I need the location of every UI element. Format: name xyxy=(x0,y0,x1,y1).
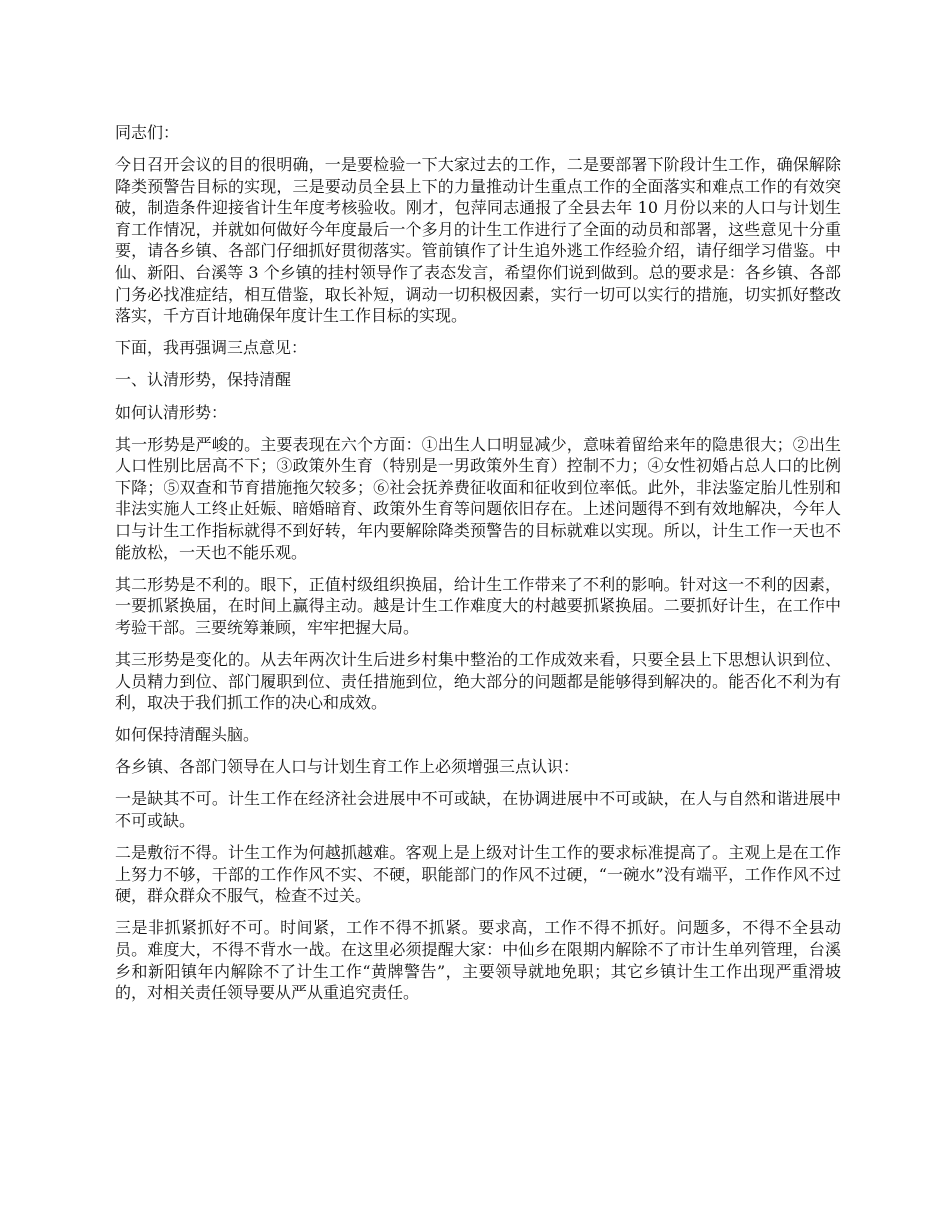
point-paragraph-1: 一是缺其不可。计生工作在经济社会进展中不可或缺，在协调进展中不可或缺，在人与自然和谐进展中不可或缺。 xyxy=(115,789,841,831)
salutation: 同志们： xyxy=(115,123,180,142)
subheading-recognize-situation: 如何认清形势： xyxy=(115,402,228,422)
situation-paragraph-3: 其三形势是变化的。从去年两次计生后进乡村集中整治的工作成效来看，只要全县上下思想认识到位、人员精力到位、部门履职到位、责任措施到位，绝大部分的问题都是能够得到解决的。能否化不利为有利，取决于我们抓工作的决心和成效。 xyxy=(115,649,841,713)
situation-paragraph-2: 其二形势是不利的。眼下，正值村级组织换届，给计生工作带来了不利的影响。针对这一不利的因素，一要抓紧换届，在时间上赢得主动。越是计生工作难度大的村越要抓紧换届。二要抓好计生，在工作中考验干部。三要统筹兼顾，牢牢把握大局。 xyxy=(115,574,841,637)
situation-paragraph-1: 其一形势是严峻的。主要表现在六个方面：①出生人口明显减少，意味着留给来年的隐患很大；②出生人口性别比居高不下；③政策外生育（特别是一男政策外生育）控制不力；④女性初婚占总人口的比例下降；⑤双查和节育措施拖欠较多；⑥社会抚养费征收面和征收到位率低。此外，非法鉴定胎儿性别和非法实施人工终止妊娠、暗婚暗育、政策外生育等问题依旧存在。上述问题得不到有效地解决，今年人口与计生工作指标就得不到好转，年内要解除降类预警告的目标就难以实现。所以，计生工作一天也不能放松，一天也不能乐观。 xyxy=(115,434,841,562)
point-paragraph-2: 二是敷衍不得。计生工作为何越抓越难。客观上是上级对计生工作的要求标准提高了。主观上是在工作上努力不够，干部的工作作风不实、不硬，职能部门的作风不过硬，“一碗水”没有端平，工作作风不过硬，群众群众不服气，检查不过关。 xyxy=(115,843,841,906)
transition-paragraph: 下面，我再强调三点意见： xyxy=(115,338,308,358)
section-heading-1: 一、认清形势，保持清醒 xyxy=(115,370,292,390)
point-paragraph-3: 三是非抓紧抓好不可。时间紧，工作不得不抓紧。要求高，工作不得不抓好。问题多，不得不全县动员。难度大，不得不背水一战。在这里必须提醒大家：中仙乡在限期内解除不了市计生单列管理，台溪乡和新阳镇年内解除不了计生工作“黄牌警告”，主要领导就地免职；其它乡镇计生工作出现严重滑坡的，对相关责任领导要从严从重追究责任。 xyxy=(115,918,841,1003)
three-points-intro: 各乡镇、各部门领导在人口与计划生育工作上必须增强三点认识： xyxy=(115,757,580,777)
subheading-stay-clear: 如何保持清醒头脑。 xyxy=(115,725,260,745)
intro-paragraph: 今日召开会议的目的很明确，一是要检验一下大家过去的工作，二是要部署下阶段计生工作，确保解除降类预警告目标的实现，三是要动员全县上下的力量推动计生重点工作的全面落实和难点工作的有效突破，制造条件迎接省计生年度考核验收。刚才，包萍同志通报了全县去年 10 月份以来的人口与计划生育工作情况，并就如何做好今年度最后一个多月的计生工作进行了全面的动员和部署，这些意见十分重要，请各乡镇、各部门仔细抓好贯彻落实。管前镇作了计生追外逃工作经验介绍，请仔细学习借鉴。中仙、新阳、台溪等 3 个乡镇的挂村领导作了表态发言，希望你们说到做到。总的要求是：各乡镇、各部门务必找准症结，相互借鉴，取长补短，调动一切积极因素，实行一切可以实行的措施，切实抓好整改落实，千方百计地确保年度计生工作目标的实现。 xyxy=(115,155,841,326)
document-page xyxy=(115,122,841,1014)
